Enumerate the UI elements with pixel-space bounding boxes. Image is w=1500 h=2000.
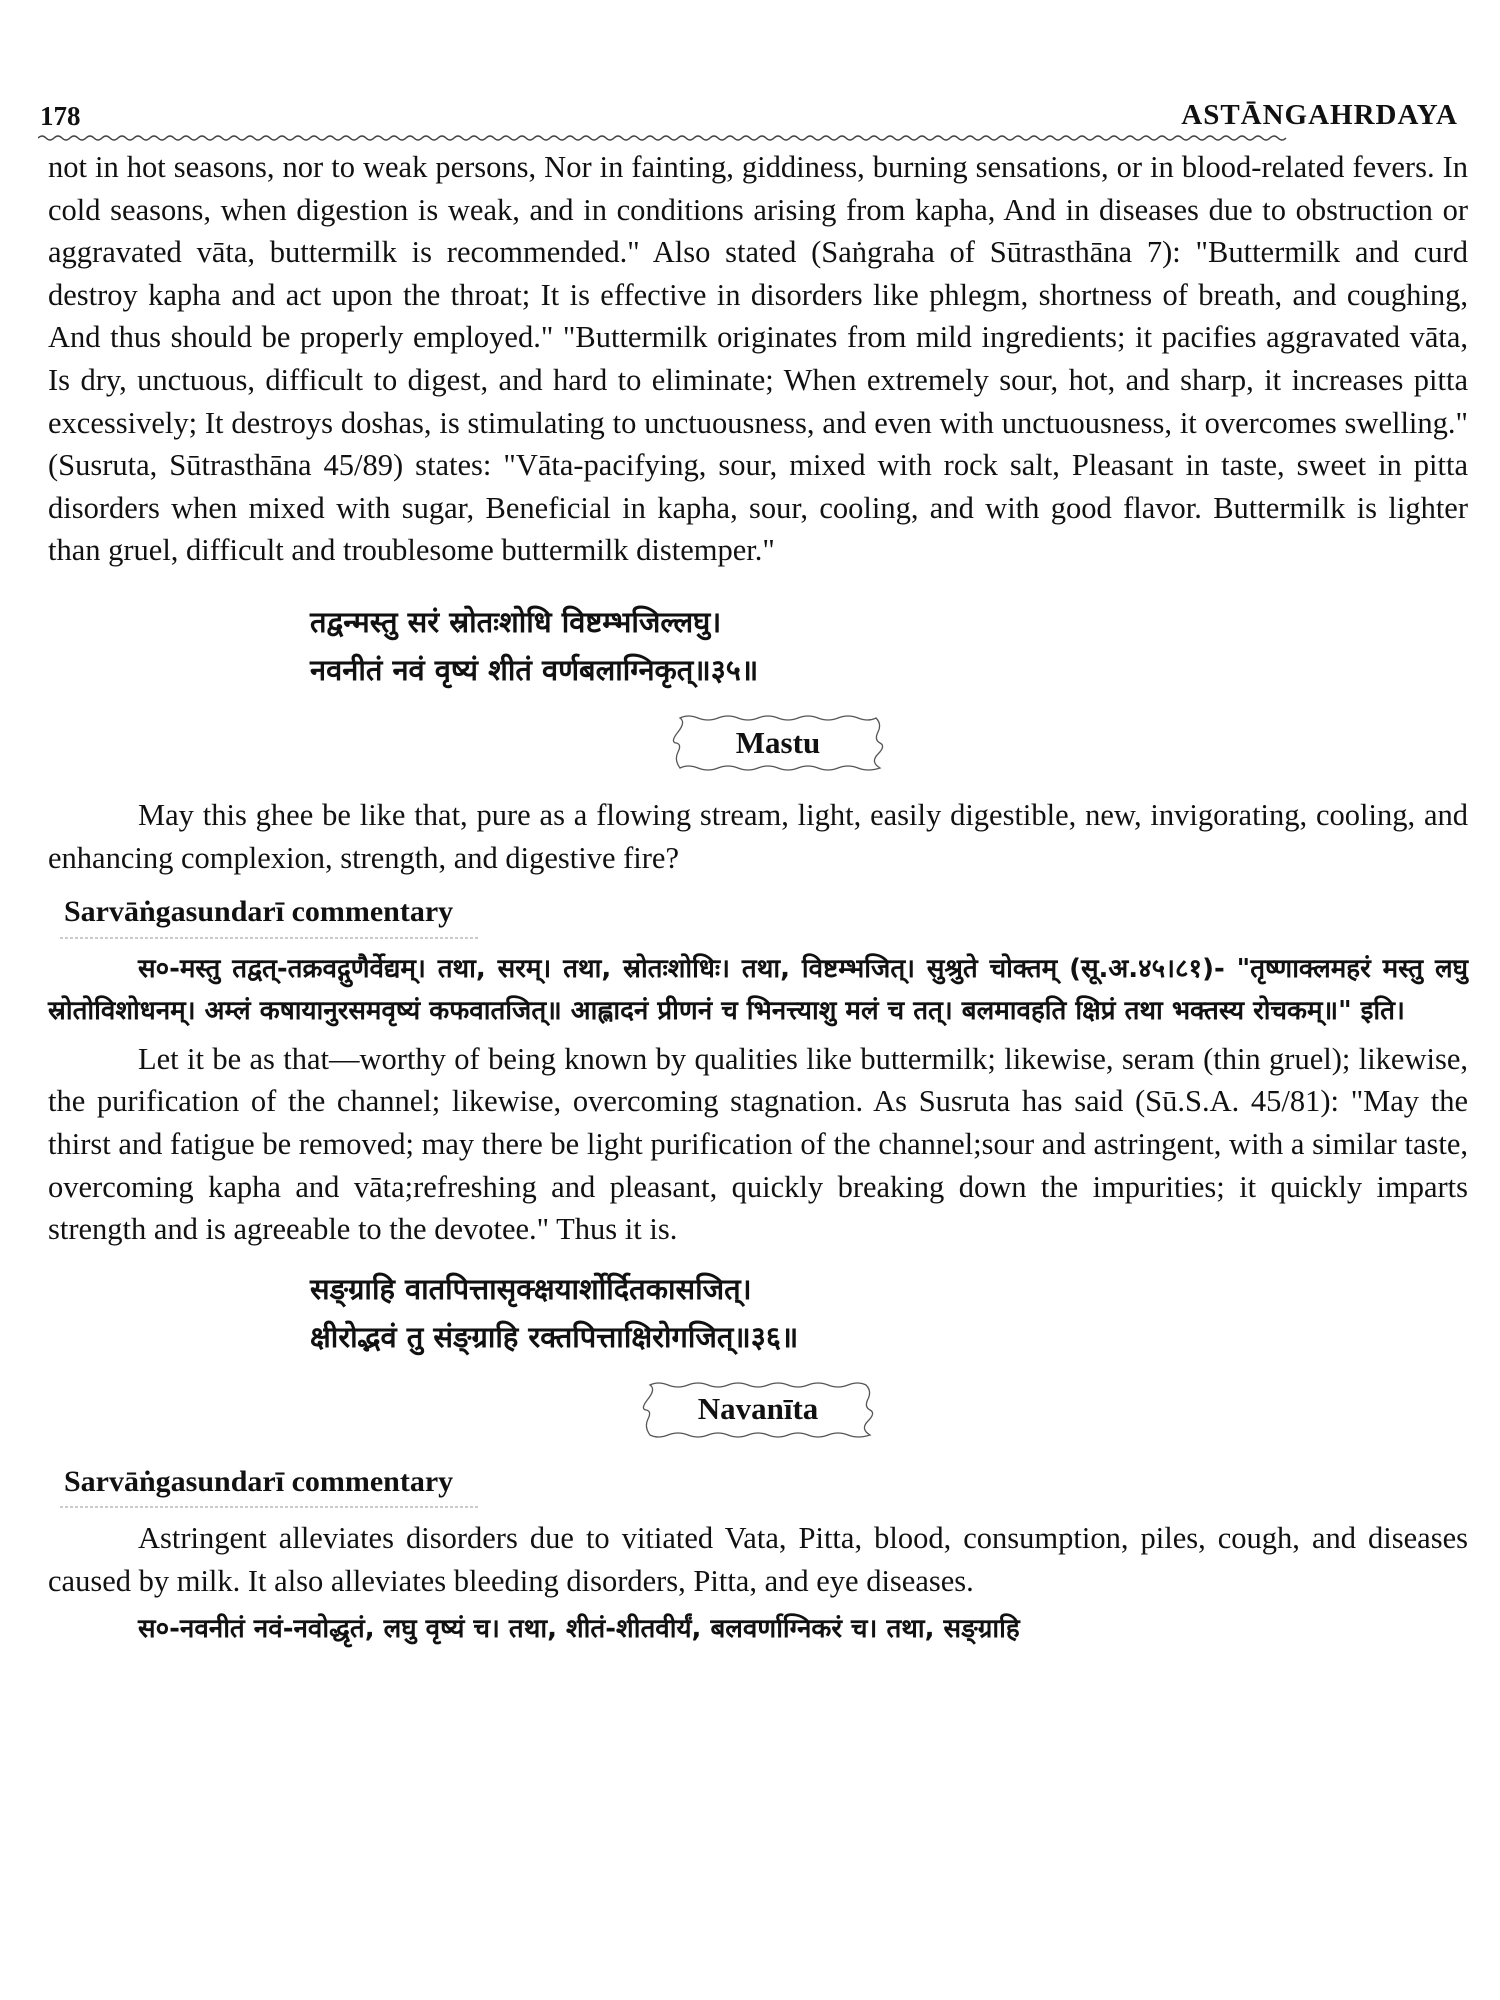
sanskrit-commentary-1: स०-मस्तु तद्वत्-तक्रवद्गुणैर्वेद्यम्। तथा, सरम्। तथा, स्रोतःशोधिः। तथा, विष्टम्भजित्। सुश्रुते चोक्तम् (सू.अ.४५।८१)- "तृष्णाक्लमहरं मस्तु लघु स्रोतोविशोधनम्। अम्लं कषायानुरसमवृष्यं कफवातजित्॥ आह्लादनं प्रीणनं च भिनत्त्याशु मलं च तत्। बलमावहति क्षिप्रं तथा भक्तस्य रोचकम्॥" इति। bbox=[48, 953, 1468, 1026]
body-paragraph-commentary-1: Let it be as that—worthy of being known by qualities like buttermilk; likewise, seram (thin gruel); likewise, the purification of the channel; likewise, overcoming stagnation. As Susruta has said (Sū.S.A. 45/81): "May the thirst and fatigue be removed; may there be light purification of the channel;sour and astringent, with a similar taste, overcoming kapha and vāta;refreshing and pleasant, quickly breaking down the impurities; it quickly imparts strength and is agreeable to the devotee." Thus it is. bbox=[48, 1041, 1468, 1247]
verse-36-line-2: क्षीरोद्भवं तु संङ्ग्राहि रक्तपित्ताक्षिरोगजित्॥३६॥ bbox=[310, 1319, 799, 1354]
section-heading-mastu bbox=[668, 712, 888, 774]
verse-35-line-2: नवनीतं नवं वृष्यं शीतं वर्णबलाग्निकृत्॥३५॥ bbox=[310, 652, 759, 687]
commentary-heading-rule-2 bbox=[60, 1505, 480, 1509]
verse-35 bbox=[48, 598, 1468, 694]
page-number: 178 bbox=[40, 101, 81, 131]
body-paragraph-navanita: Astringent alleviates disorders due to vitiated Vata, Pitta, blood, consumption, piles, cough, and diseases caused by milk. It also alleviates bleeding disorders, Pitta, and eye diseases. bbox=[48, 1521, 1468, 1598]
verse-35-line-1: तद्वन्मस्तु सरं स्रोतःशोधि विष्टम्भजिल्लघु। bbox=[310, 604, 722, 639]
commentary-heading-rule-1 bbox=[60, 936, 480, 940]
body-paragraph-mastu: May this ghee be like that, pure as a flowing stream, light, easily digestible, new, invigorating, cooling, and enhancing complexion, strength, and digestive fire? bbox=[48, 797, 1468, 875]
header-wavy-rule bbox=[38, 134, 1464, 142]
page-header bbox=[40, 92, 1458, 132]
commentary-heading-2: Sarvāṅgasundarī commentary bbox=[64, 1464, 454, 1498]
section-title-navanita: Navanīta bbox=[697, 1391, 819, 1427]
running-title: ASTĀNGAHRDAYA bbox=[1181, 99, 1458, 131]
verse-36 bbox=[48, 1265, 1468, 1361]
section-title-mastu: Mastu bbox=[735, 724, 821, 760]
sanskrit-commentary-2: स०-नवनीतं नवं-नवोद्धृतं, लघु वृष्यं च। तथा, शीतं-शीतवीर्यं, बलवर्णाग्निकरं च। तथा, सङ्ग्राहि bbox=[138, 1614, 1020, 1645]
commentary-heading-1: Sarvāṅgasundarī commentary bbox=[64, 895, 454, 929]
section-heading-navanita bbox=[638, 1379, 878, 1441]
page-content bbox=[48, 146, 1468, 1650]
body-paragraph-buttermilk: not in hot seasons, nor to weak persons, Nor in fainting, giddiness, burning sensations, or in blood-related fevers. In cold seasons, when digestion is weak, and in conditions arising from kapha, And in diseases due to obstruction or aggravated vāta, buttermilk is recommended." Also stated (Saṅgraha of Sūtrasthāna 7): "Buttermilk and curd destroy kapha and act upon the throat; It is effective in disorders like phlegm, shortness of breath, and coughing, And thus should be properly employed." "Buttermilk originates from mild ingredients; it pacifies aggravated vāta, Is dry, unctuous, difficult to digest, and hard to eliminate; When extremely sour, hot, and sharp, it increases pitta excessively; It destroys doshas, is stimulating to unctuousness, and even with unctuousness, it overcomes swelling." (Susruta, Sūtrasthāna 45/89) states: "Vāta-pacifying, sour, mixed with rock salt, Pleasant in taste, sweet in pitta disorders when mixed with sugar, Beneficial in kapha, sour, cooling, and with good flavor. Buttermilk is lighter than gruel, difficult and troublesome buttermilk distemper." bbox=[48, 150, 1468, 568]
verse-36-line-1: सङ्ग्राहि वातपित्तासृक्क्षयार्शोर्दितकासजित्। bbox=[310, 1271, 752, 1306]
